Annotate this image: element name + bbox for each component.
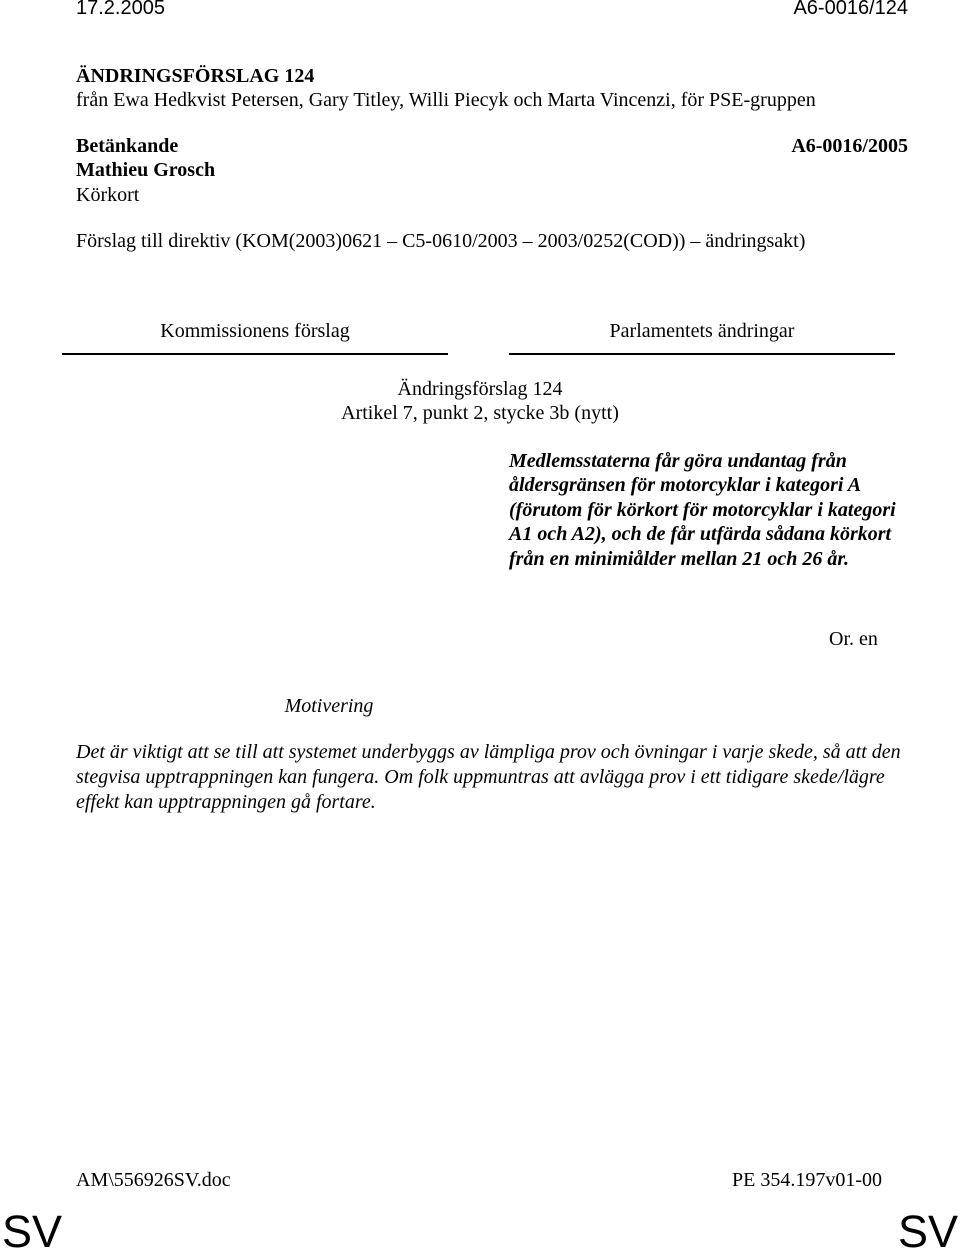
report-topic: Körkort xyxy=(76,184,140,206)
column-header-parliament: Parlamentets ändringar xyxy=(609,320,795,342)
footer-doc: AM\556926SV.doc xyxy=(76,1169,231,1191)
amendment-authors: från Ewa Hedkvist Petersen, Gary Titley, Willi Piecyk och Marta Vincenzi, för PSE-gruppen xyxy=(76,89,816,111)
column-header-commission: Kommissionens förslag xyxy=(160,320,350,342)
footer-language-right: SV xyxy=(897,1206,958,1257)
amendment-article: Artikel 7, punkt 2, stycke 3b (nytt) xyxy=(341,402,619,424)
column-divider-right xyxy=(509,353,895,355)
amendment-label: Ändringsförslag 124 xyxy=(397,378,563,400)
report-ref: A6-0016/2005 xyxy=(791,135,908,157)
amendment-title: ÄNDRINGSFÖRSLAG 124 xyxy=(76,65,315,87)
justification-text: Det är viktigt att se till att systemet underbyggs av lämpliga prov och övningar i varje skede, så att den stegvisa upptrappningen kan fungera. Om folk uppmuntras att avlägga prov i ett tidigare skede/lägre effekt kan upptrappningen gå fortare. xyxy=(76,741,901,813)
footer-language-left: SV xyxy=(2,1206,63,1257)
proposal-reference: Förslag till direktiv (KOM(2003)0621 – C5-0610/2003 – 2003/0252(COD)) – ändringsakt) xyxy=(76,230,806,252)
header-ref: A6-0016/124 xyxy=(793,0,908,19)
report-rapporteur: Mathieu Grosch xyxy=(76,159,216,181)
footer-pe: PE 354.197v01-00 xyxy=(732,1169,882,1191)
column-divider-left xyxy=(62,353,448,355)
report-label: Betänkande xyxy=(76,135,179,157)
justification-heading: Motivering xyxy=(284,695,374,717)
amendment-text: Medlemsstaterna får göra undantag från åldersgränsen för motorcyklar i kategori A (förutom för körkort för motorcyklar i kategori A1 och A2), och de får utfärda sådana körkort från en minimiålder mellan 21 och 26 år. xyxy=(509,450,896,570)
original-language: Or. en xyxy=(829,628,878,650)
header-date: 17.2.2005 xyxy=(76,0,165,19)
